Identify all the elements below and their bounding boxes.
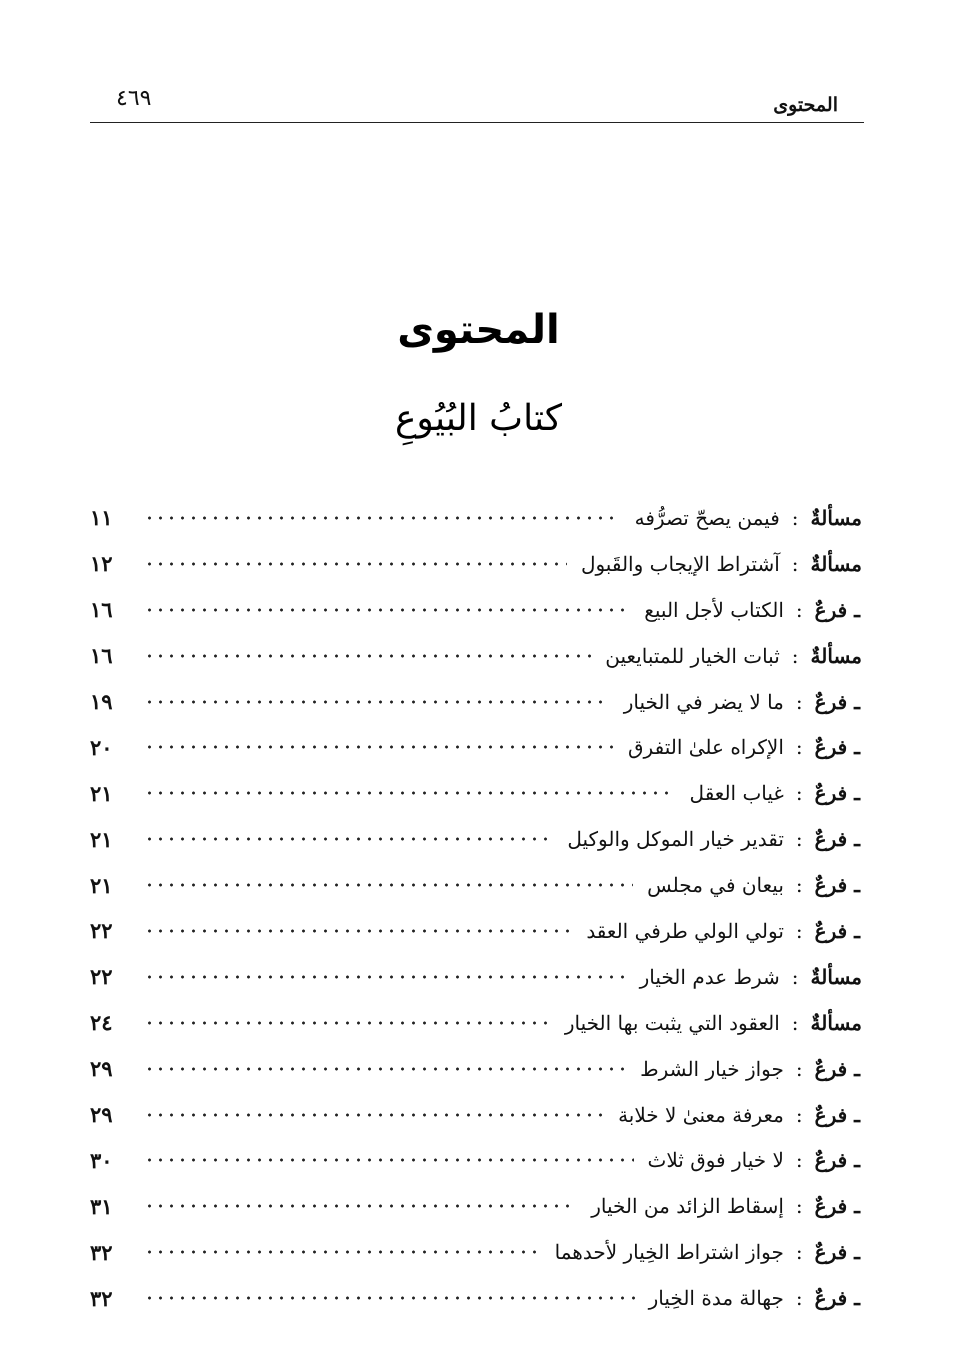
toc-entry-separator: :	[795, 1240, 803, 1265]
toc-entry-label: ـ فرعٌ	[814, 1056, 860, 1081]
toc-entry	[90, 495, 862, 541]
toc-entry-title: فيمن يصحّ تصرُّفه	[634, 505, 780, 530]
toc-entry-separator: :	[795, 918, 803, 943]
toc-entry-label: ـ فرعٌ	[814, 1102, 860, 1127]
page-title: المحتوى	[397, 307, 560, 353]
toc-entry	[90, 1275, 862, 1321]
page-number: ٤٦٩	[116, 86, 152, 111]
toc-entry-title: الكتاب لأجل البيع	[644, 597, 784, 622]
toc-entry	[90, 679, 862, 725]
toc-entry	[90, 954, 862, 1000]
toc-entry-title: بيعان في مجلس	[647, 873, 784, 898]
dot-leader	[144, 599, 630, 621]
toc-entry-page: ٢٠	[90, 734, 113, 760]
dot-leader	[144, 1104, 604, 1126]
toc-entry-label: مسألةٌ	[810, 505, 862, 530]
toc-entry-separator: :	[795, 1286, 803, 1311]
toc-entry-label: ـ فرعٌ	[814, 689, 860, 714]
table-of-contents	[90, 495, 862, 1321]
toc-entry	[90, 816, 862, 862]
toc-entry-separator: :	[795, 781, 803, 806]
toc-entry-title: شرط عدم الخيار	[639, 964, 780, 989]
toc-entry-label: ـ فرعٌ	[814, 827, 860, 852]
dot-leader	[144, 553, 567, 575]
toc-entry-page: ٢٩	[90, 1056, 113, 1082]
toc-entry	[90, 1137, 862, 1183]
toc-entry-separator: :	[791, 505, 799, 530]
toc-entry-title: الإكراه علىٰ التفرق	[628, 735, 784, 760]
toc-entry	[90, 1046, 862, 1092]
toc-entry	[90, 908, 862, 954]
toc-entry-separator: :	[791, 964, 799, 989]
toc-entry-label: مسألةٌ	[810, 643, 862, 668]
toc-entry-page: ٢٢	[90, 964, 113, 990]
toc-entry-page: ٢١	[90, 780, 113, 806]
dot-leader	[144, 1241, 541, 1263]
dot-leader	[144, 920, 572, 942]
toc-entry-separator: :	[795, 1102, 803, 1127]
running-title: المحتوى	[773, 94, 838, 116]
dot-leader	[144, 691, 610, 713]
toc-entry-page: ٢٢	[90, 918, 113, 944]
toc-entry-label: ـ فرعٌ	[814, 918, 860, 943]
toc-entry-label: ـ فرعٌ	[814, 781, 860, 806]
toc-entry-label: ـ فرعٌ	[814, 1194, 860, 1219]
toc-entry-title: ثبات الخيار للمتبايعين	[605, 643, 780, 668]
toc-entry-page: ٢٤	[90, 1010, 113, 1036]
toc-entry-label: ـ فرعٌ	[814, 735, 860, 760]
toc-entry-page: ١٦	[90, 643, 113, 669]
toc-entry-page: ١٩	[90, 689, 113, 714]
toc-entry	[90, 770, 862, 816]
toc-entry-page: ١٦	[90, 597, 113, 623]
dot-leader	[144, 874, 633, 896]
toc-entry-label: ـ فرعٌ	[814, 1148, 860, 1173]
toc-entry	[90, 587, 862, 633]
toc-entry	[90, 1000, 862, 1046]
toc-entry-title: جواز خيار الشرط	[640, 1056, 784, 1081]
book-title: كتابُ البُيُوعِ	[394, 398, 563, 439]
toc-entry-title: غياب العقل	[689, 781, 784, 806]
toc-entry-separator: :	[795, 827, 803, 852]
dot-leader	[144, 828, 553, 850]
dot-leader	[144, 1195, 577, 1217]
toc-entry-title: معرفة معنىٰ لا خلابة	[618, 1102, 784, 1127]
toc-entry-separator: :	[795, 735, 803, 760]
toc-entry-label: ـ فرعٌ	[814, 1286, 860, 1311]
toc-entry-label: ـ فرعٌ	[814, 873, 860, 898]
dot-leader	[144, 1058, 626, 1080]
toc-entry-label: مسألةٌ	[810, 964, 862, 989]
toc-entry	[90, 1092, 862, 1138]
toc-entry-page: ٢٩	[90, 1102, 113, 1128]
toc-entry	[90, 541, 862, 587]
toc-entry-title: تولي الولي طرفي العقد	[586, 918, 784, 943]
toc-entry-title: ما لا يضر في الخيار	[623, 689, 784, 714]
toc-entry-separator: :	[791, 1010, 799, 1035]
dot-leader	[144, 1149, 634, 1171]
toc-entry-page: ١٢	[90, 551, 113, 577]
toc-entry-separator: :	[795, 597, 803, 622]
toc-entry-title: تقدير خيار الموكل والوكيل	[567, 827, 784, 852]
toc-entry-title: جواز اشتراط الخِيار لأحدهما	[554, 1240, 784, 1265]
toc-entry-separator: :	[795, 1056, 803, 1081]
toc-entry-label: مسألةٌ	[810, 551, 862, 576]
toc-entry-label: ـ فرعٌ	[814, 597, 860, 622]
toc-entry-page: ٢١	[90, 826, 113, 852]
toc-entry-separator: :	[791, 643, 799, 668]
toc-entry	[90, 633, 862, 679]
toc-entry-page: ٣٠	[90, 1147, 113, 1173]
toc-entry	[90, 724, 862, 770]
dot-leader	[144, 1012, 551, 1034]
toc-entry-page: ١١	[90, 505, 113, 531]
toc-entry-separator: :	[795, 1194, 803, 1219]
dot-leader	[144, 966, 626, 988]
toc-entry-page: ٣٢	[90, 1285, 113, 1311]
dot-leader	[144, 645, 591, 667]
toc-entry-separator: :	[795, 1148, 803, 1173]
toc-entry	[90, 1183, 862, 1229]
dot-leader	[144, 1287, 635, 1309]
toc-entry	[90, 1229, 862, 1275]
toc-entry-label: ـ فرعٌ	[814, 1240, 860, 1265]
dot-leader	[144, 736, 614, 758]
toc-entry-page: ٢١	[90, 872, 113, 898]
toc-entry-title: آشتراط الإيجاب والقَبول	[580, 551, 780, 576]
running-header	[90, 84, 864, 123]
toc-entry-title: العقود التي يثبت بها الخيار	[564, 1010, 780, 1035]
toc-entry-title: إسقاط الزائد من الخيار	[591, 1194, 784, 1219]
toc-entry-separator: :	[791, 551, 799, 576]
dot-leader	[144, 782, 676, 804]
toc-entry-label: مسألةٌ	[810, 1010, 862, 1035]
toc-entry	[90, 862, 862, 908]
toc-entry-title: لا خيار فوق ثلاث	[647, 1148, 784, 1173]
toc-entry-title: جهالة مدة الخِيار	[648, 1286, 784, 1311]
toc-entry-page: ٣٢	[90, 1239, 113, 1265]
dot-leader	[144, 507, 621, 529]
toc-entry-page: ٣١	[90, 1193, 113, 1219]
toc-entry-separator: :	[795, 689, 803, 714]
toc-entry-separator: :	[795, 873, 803, 898]
